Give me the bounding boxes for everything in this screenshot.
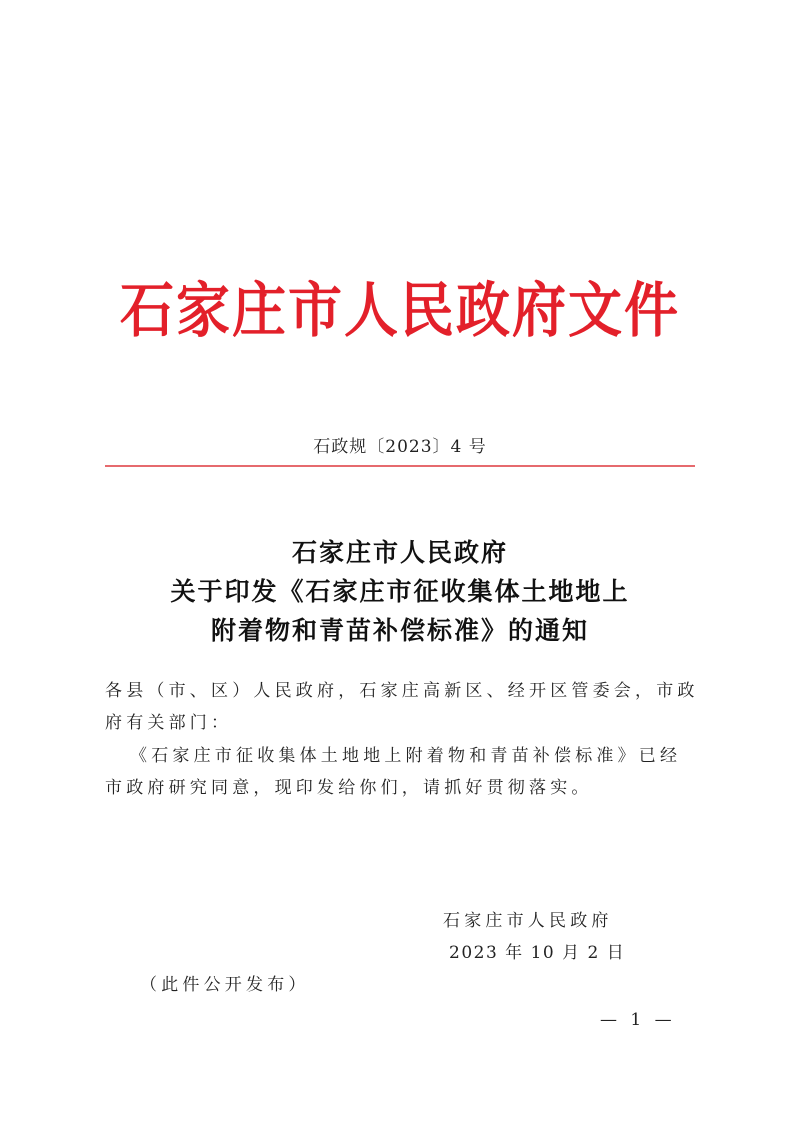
document-number: 石政规〔2023〕4 号 [313, 437, 487, 457]
signature-issuer: 石家庄市人民政府 [443, 911, 613, 931]
document-masthead: 石家庄市人民政府文件 [120, 275, 680, 346]
body-paragraph-line-1: 《石家庄市征收集体土地地上附着物和青苗补偿标准》已经 [130, 746, 682, 766]
signature-date: 2023 年 10 月 2 日 [449, 943, 626, 963]
red-divider [105, 465, 695, 467]
salutation-line-1: 各县（市、区）人民政府，石家庄高新区、经开区管委会，市政 [105, 681, 699, 701]
publication-note: （此件公开发布） [140, 975, 310, 995]
page-number: — 1 — [600, 1010, 676, 1030]
title-line-3: 附着物和青苗补偿标准》的通知 [210, 616, 589, 645]
title-line-1: 石家庄市人民政府 [291, 538, 508, 567]
body-paragraph-line-2: 市政府研究同意，现印发给你们，请抓好贯彻落实。 [105, 778, 593, 798]
salutation-line-2: 府有关部门： [105, 713, 233, 733]
title-line-2: 关于印发《石家庄市征收集体土地地上 [170, 577, 630, 606]
